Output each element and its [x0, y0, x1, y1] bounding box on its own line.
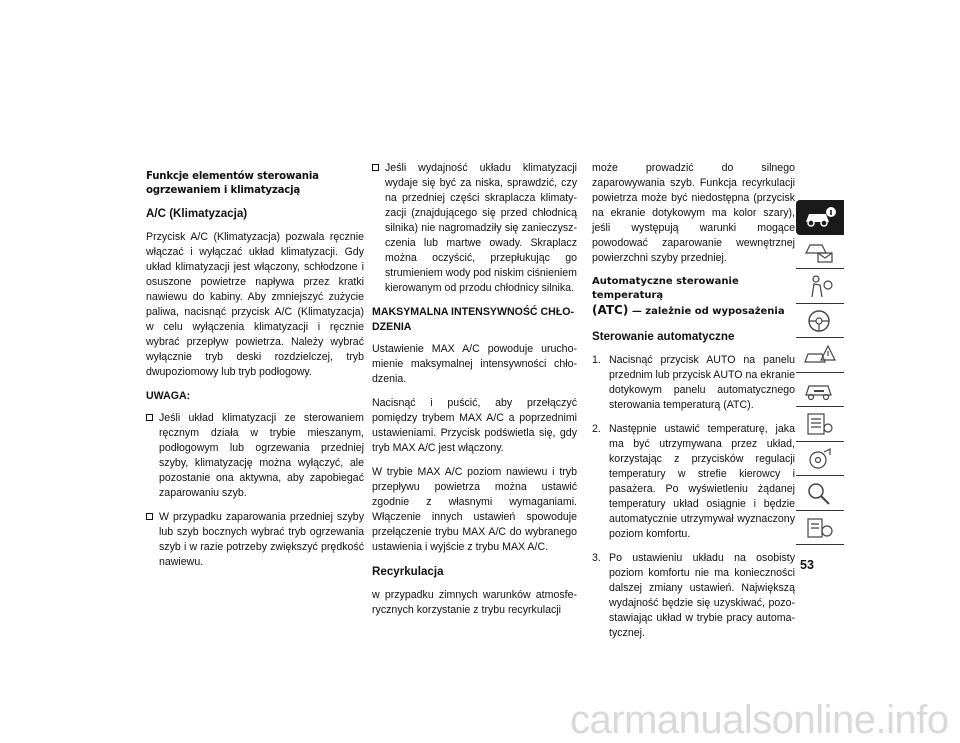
checkbox-bullet-icon	[372, 164, 379, 171]
watermark: carmanualsonline.info	[570, 698, 949, 742]
airbag-icon	[802, 273, 838, 299]
column-1	[146, 170, 364, 579]
list-item: W przypadku zaparowania przedniej szyby lub szyb bocznych wybrać tryb ogrzewania szyb i w razie potrzeby zwiększyć prędkość nawiewu.	[146, 510, 364, 570]
checkbox-bullet-icon	[146, 414, 153, 421]
max-paragraph-2: Nacisnąć i puścić, aby przełączyć pomiędzy trybem MAX A/C a poprzednimi ustawieniami. Przycisk podświetla się, gdy tryb MAX A/C jest włączony.	[372, 397, 577, 454]
customer-assistance-icon	[802, 515, 838, 541]
max-ac-heading: MAKSYMALNA INTENSYWNOŚĆ CHŁODZENIA	[372, 306, 575, 333]
tab-getting-started[interactable]	[796, 235, 844, 270]
column-3	[592, 161, 795, 650]
page-number: 53	[800, 558, 814, 572]
search-icon	[802, 480, 838, 506]
tab-vehicle-info[interactable]	[796, 200, 844, 235]
ac-heading: A/C (Klimatyzacja)	[146, 207, 248, 220]
tab-index[interactable]	[796, 476, 844, 511]
checkbox-bullet-icon	[146, 513, 153, 520]
car-info-icon	[802, 204, 838, 230]
tab-emergency[interactable]	[796, 338, 844, 373]
list-item: 2. Następnie ustawić temperaturę, jaka ma być utrzymywana przez układ, korzystając z przycisków regulacji temperatury w strefie kierowcy i pasażera. Po wyświetleniu żądanej temperatury układ osiągnie i będzie automatycznie utrzymywał wyznaczony poziom komfortu.	[592, 423, 795, 540]
section-title: Funkcje elementów sterowania ogrzewaniem i klimatyzacją	[146, 171, 319, 196]
car-keys-icon	[802, 239, 838, 265]
chapter-tabs	[796, 200, 844, 545]
tab-safety[interactable]	[796, 269, 844, 304]
multimedia-icon	[802, 446, 838, 472]
specifications-list-icon	[802, 411, 838, 437]
tab-customer-assistance[interactable]	[796, 511, 844, 546]
atc-section-title: Automatyczne sterowanie temperaturą (ATC) — zależnie od wyposażenia	[592, 276, 785, 317]
tab-starting-driving[interactable]	[796, 304, 844, 339]
note-label: UWAGA:	[146, 390, 191, 402]
column-2	[372, 161, 577, 627]
tab-multimedia[interactable]	[796, 442, 844, 477]
steering-wheel-icon	[802, 308, 838, 334]
max-paragraph-3: W trybie MAX A/C poziom nawiewu i tryb przepływu powietrza można ustawić zgodnie z własnymi wymaganiami. Włączenie innych ustawień spowoduje przełączenie trybu MAX A/C do wybranego ustawienia i wyjście z trybu MAX A/C.	[372, 466, 577, 553]
list-item: 1. Nacisnąć przycisk AUTO na panelu przednim lub przycisk AUTO na ekranie dotykowym panelu automatycznego sterowania temperaturą (ATC).	[592, 354, 795, 411]
ac-paragraph: Przycisk A/C (Klimatyzacja) pozwala ręcznie włączać i wyłączać układ klimatyzacji. Gdy układ klimatyzacji jest włączony, schłodzone i osuszone powietrze napływa przez kratki nawiewu do kabiny. Aby zmniejszyć zużycie paliwa, nacisnąć przycisk A/C (Klimatyzacja) w celu wyłączenia klimatyzacji i ręcznie wybrać przepływ powietrza. Należy wybrać wyłącznie tryb deski rozdzielczej, tryb dwupoziomowy lub tryb podłogowy.	[146, 231, 364, 378]
recirculation-paragraph: w przypadku zimnych warunków atmosferycznych korzystanie z trybu recyrkulacji	[372, 589, 577, 616]
tab-servicing[interactable]	[796, 373, 844, 408]
continued-paragraph: może prowadzić do silnego zaparowywania szyb. Funkcja recyrkulacji powietrza może być niedostępna (przycisk na ekranie dotykowym ma kolor szary), jeśli występują warunki mogące powodować zaparowanie wewnętrznej powierzchni szyby przedniej.	[592, 162, 795, 264]
service-car-icon	[802, 377, 838, 403]
max-paragraph-1: Ustawienie MAX A/C powoduje uruchomienie maksymalnej intensywności chłodzenia.	[372, 343, 577, 385]
auto-control-heading: Sterowanie automatyczne	[592, 330, 735, 343]
list-item: Jeśli układ klimatyzacji ze sterowaniem ręcznym działa w trybie mieszanym, podłogowym lub ogrzewania przedniej szyby, klimatyzację można wyłączyć, ale pozostanie ona aktywna, aby zapobiegać zaparowaniu szyb.	[146, 411, 364, 501]
tab-specifications[interactable]	[796, 407, 844, 442]
list-item: Jeśli wydajność układu klimatyzacji wydaje się być za niska, sprawdzić, czy na przedniej części skraplacza klimatyzacji (znajdującego się przed chłodnicą silnika) nie nagromadziły się zanieczyszczenia lub martwe owady. Skraplacz można oczyścić, przepłukując go strumieniem wody pod niskim ciśnieniem kierowanym od przodu chłodnicy silnika.	[372, 161, 577, 296]
recirculation-heading: Recyrkulacja	[372, 565, 444, 578]
warning-car-icon	[802, 342, 838, 368]
list-item: 3. Po ustawieniu układu na osobisty poziom komfortu nie ma konieczności dalszej zmiany ustawień. Największą wydajność będzie się uzyskiwać, pozostawiając układ w trybie pracy automatycznej.	[592, 552, 795, 639]
